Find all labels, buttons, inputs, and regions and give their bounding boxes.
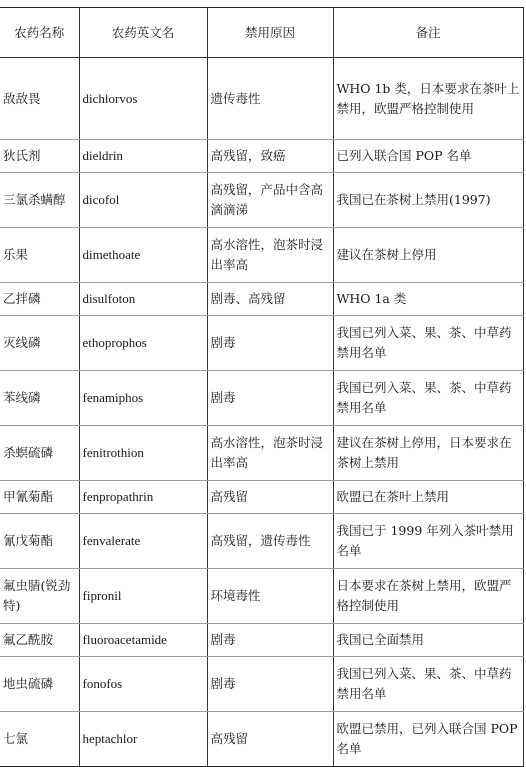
cell-ban-reason: 剧毒 [207, 316, 333, 371]
cell-pesticide-name: 灭线磷 [0, 316, 79, 371]
pesticide-ban-table [0, 7, 524, 767]
table-row [0, 283, 523, 316]
cell-english-name: dimethoate [79, 228, 207, 283]
cell-english-name: fipronil [79, 569, 207, 624]
cell-remarks: 欧盟已在茶叶上禁用 [333, 481, 523, 514]
cell-english-name: disulfoton [79, 283, 207, 316]
cell-ban-reason: 高残留 [207, 712, 333, 767]
cell-ban-reason: 剧毒、高残留 [207, 283, 333, 316]
cell-remarks: WHO 1b 类，日本要求在茶叶上禁用，欧盟严格控制使用 [333, 58, 523, 140]
table-row [0, 58, 523, 140]
cell-ban-reason: 剧毒 [207, 657, 333, 712]
cell-english-name: fonofos [79, 657, 207, 712]
cell-pesticide-name: 三氯杀螨醇 [0, 173, 79, 228]
cell-english-name: dicofol [79, 173, 207, 228]
cell-remarks: WHO 1a 类 [333, 283, 523, 316]
header-remarks: 备注 [333, 8, 523, 58]
cell-ban-reason: 高残留 [207, 481, 333, 514]
cell-pesticide-name: 七氯 [0, 712, 79, 767]
cell-ban-reason: 高残留，产品中含高滴滴涕 [207, 173, 333, 228]
cell-pesticide-name: 氰戊菊酯 [0, 514, 79, 569]
cell-pesticide-name: 乐果 [0, 228, 79, 283]
cell-english-name: fenamiphos [79, 371, 207, 426]
table-header-row [0, 8, 523, 58]
cell-remarks: 我国已全面禁用 [333, 624, 523, 657]
cell-remarks: 我国已列入菜、果、茶、中草药禁用名单 [333, 371, 523, 426]
cell-english-name: fluoroacetamide [79, 624, 207, 657]
cell-pesticide-name: 狄氏剂 [0, 140, 79, 173]
cell-pesticide-name: 氟乙酰胺 [0, 624, 79, 657]
cell-remarks: 建议在茶树上停用，日本要求在茶树上禁用 [333, 426, 523, 481]
cell-ban-reason: 高残留，致癌 [207, 140, 333, 173]
cell-ban-reason: 环境毒性 [207, 569, 333, 624]
cell-pesticide-name: 甲氰菊酯 [0, 481, 79, 514]
cell-ban-reason: 高水溶性，泡茶时浸出率高 [207, 426, 333, 481]
cell-english-name: dichlorvos [79, 58, 207, 140]
cell-pesticide-name: 地虫硫磷 [0, 657, 79, 712]
table-row [0, 624, 523, 657]
table-body [0, 58, 523, 767]
table-row [0, 657, 523, 712]
table-row [0, 569, 523, 624]
table-row [0, 371, 523, 426]
cell-ban-reason: 剧毒 [207, 371, 333, 426]
cell-ban-reason: 遗传毒性 [207, 58, 333, 140]
table-row [0, 481, 523, 514]
header-pesticide-name: 农药名称 [0, 8, 79, 58]
table-row [0, 316, 523, 371]
cell-english-name: fenpropathrin [79, 481, 207, 514]
cell-remarks: 建议在茶树上停用 [333, 228, 523, 283]
cell-remarks: 欧盟已禁用，已列入联合国 POP 名单 [333, 712, 523, 767]
cell-remarks: 我国已在茶树上禁用(1997) [333, 173, 523, 228]
cell-pesticide-name: 苯线磷 [0, 371, 79, 426]
cell-pesticide-name: 敌敌畏 [0, 58, 79, 140]
cell-pesticide-name: 杀螟硫磷 [0, 426, 79, 481]
cell-english-name: fenitrothion [79, 426, 207, 481]
table-row [0, 712, 523, 767]
header-ban-reason: 禁用原因 [207, 8, 333, 58]
cell-remarks: 我国已列入菜、果、茶、中草药禁用名单 [333, 316, 523, 371]
cell-ban-reason: 剧毒 [207, 624, 333, 657]
cell-remarks: 已列入联合国 POP 名单 [333, 140, 523, 173]
cell-remarks: 日本要求在茶树上禁用，欧盟严格控制使用 [333, 569, 523, 624]
cell-english-name: heptachlor [79, 712, 207, 767]
table-row [0, 426, 523, 481]
table-row [0, 140, 523, 173]
table-row [0, 228, 523, 283]
cell-english-name: fenvalerate [79, 514, 207, 569]
cell-remarks: 我国已列入菜、果、茶、中草药禁用名单 [333, 657, 523, 712]
cell-english-name: dieldrin [79, 140, 207, 173]
cell-english-name: ethoprophos [79, 316, 207, 371]
cell-pesticide-name: 乙拌磷 [0, 283, 79, 316]
header-english-name: 农药英文名 [79, 8, 207, 58]
cell-pesticide-name: 氟虫腈(锐劲特) [0, 569, 79, 624]
cell-ban-reason: 高水溶性，泡茶时浸出率高 [207, 228, 333, 283]
cell-remarks: 我国已于 1999 年列入茶叶禁用名单 [333, 514, 523, 569]
table-row [0, 514, 523, 569]
cell-ban-reason: 高残留，遗传毒性 [207, 514, 333, 569]
table-row [0, 173, 523, 228]
